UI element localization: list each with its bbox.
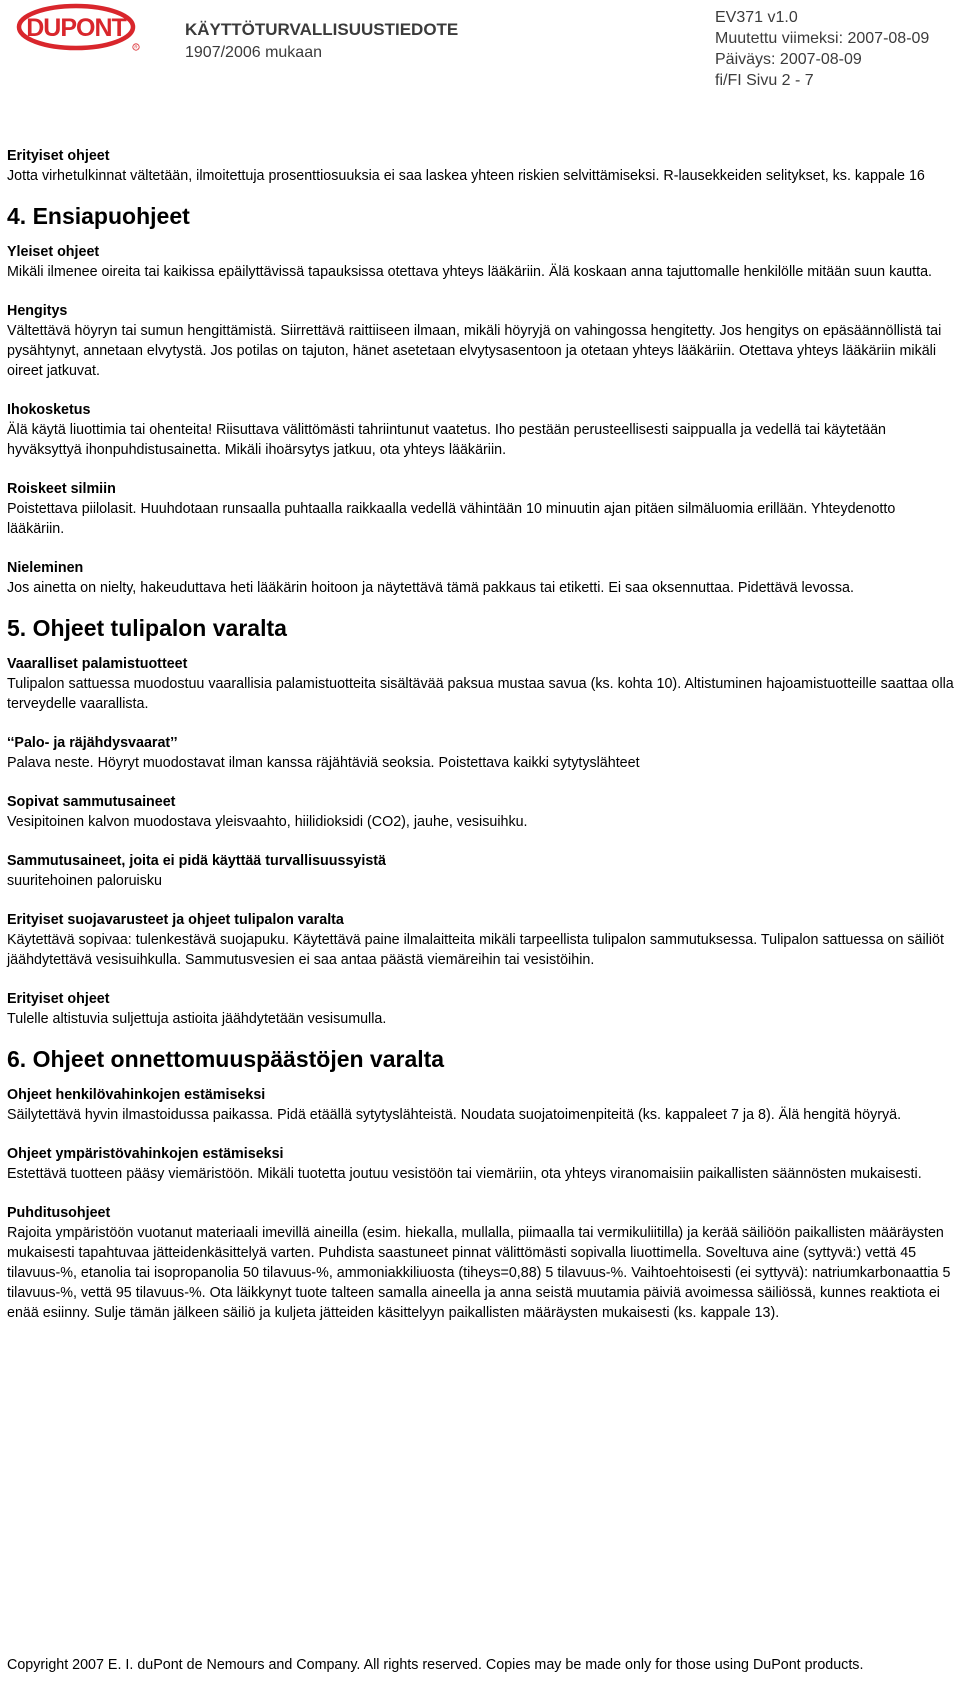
- personal-precautions-text: Säilytettävä hyvin ilmastoidussa paikassa. Pidä etäällä sytytyslähteistä. Noudata suojatoimenpiteitä (ks. kappaleet 7 ja 8). Älä hengitä höyryä.: [7, 1107, 902, 1123]
- fire-hazards-text: Palava neste. Höyryt muodostavat ilman kanssa räjähtäviä seoksia. Poistettava kaikki sytytyslähteet: [7, 755, 640, 771]
- protective-equipment-text: Käytettävä sopivaa: tulenkestävä suojapuku. Käytettävä paine ilmalaitteita mikäli tarpeellista tulipalon sammutuksessa. Tulipalon sattuessa on säiliöt jäähdytettävä vesisuihkulla. Sammutusvesien ei saa antaa päästä viemäreihin tai vesistöihin.: [7, 932, 944, 968]
- cleanup-text: Rajoita ympäristöön vuotanut materiaali imevillä aineilla (esim. hiekalla, mullalla, piimaalla tai vermikuliitilla) ja kerää säiliöön paikallisten määräysten mukaisesti tapahtuvaa jätteidenkäsittelyä varten. Puhdista saastuneet pinnat välittömästi sopivalla liuottimella. Soveltuva aine (syttyvä:) vettä 45 tilavuus-%, etanolia tai isopropanolia 50 tilavuus-%, ammoniakkiliuosta (tiheys=0,88) 5 tilavuus-%. Vaihtoehtoisesti (ei syttyvä): natriumkarbonaattia 5 tilavuus-%, vettä 95 tilavuus-%. Ota läikkynyt tuote talteen samalla aineella ja anna seistä muutamia päiviä avoimessa säiliössä, kunnes reaktiota ei enää esiinny. Sulje tämän jälkeen säiliö ja kuljeta jätteiden käsittelyyn paikallisten määräysten mukaisesti (ks. kappale 13).: [7, 1225, 951, 1321]
- svg-text:R: R: [134, 44, 138, 50]
- issue-date: Päiväys: 2007-08-09: [715, 51, 862, 68]
- section-6-title: 6. Ohjeet onnettomuuspäästöjen varalta: [7, 1046, 445, 1072]
- environmental-precautions-text: Estettävä tuotteen pääsy viemäristöön. Mikäli tuotetta joutuu vesistöön tai viemäriin, ota yhteys viranomaisiin paikallisten säännösten mukaisesti.: [7, 1166, 922, 1182]
- intro-text: Jotta virhetulkinnat vältetään, ilmoitettuja prosenttiosuuksia ei saa laskea yhteen riskien selvittämiseksi. R-lausekkeiden selitykset, ks. kappale 16: [7, 168, 925, 184]
- extinguishing-media-heading: Sopivat sammutusaineet: [7, 794, 176, 810]
- special-instructions-heading: Erityiset ohjeet: [7, 991, 110, 1007]
- hazardous-products-heading: Vaaralliset palamistuotteet: [7, 656, 188, 672]
- fire-hazards-heading: ‘‘Palo- ja räjähdysvaarat’’: [7, 735, 178, 751]
- skin-contact-heading: Ihokosketus: [7, 402, 91, 418]
- section-5-title: 5. Ohjeet tulipalon varalta: [7, 615, 287, 641]
- personal-precautions-heading: Ohjeet henkilövahinkojen estämiseksi: [7, 1087, 266, 1103]
- ingestion-text: Jos ainetta on nielty, hakeuduttava heti lääkärin hoitoon ja näytettävä tämä pakkaus tai etiketti. Ei saa oksennuttaa. Pidettävä levossa.: [7, 580, 854, 596]
- extinguishing-media-text: Vesipitoinen kalvon muodostava yleisvaahto, hiilidioksidi (CO2), jauhe, vesisuihku.: [7, 814, 528, 830]
- document-header: [7, 0, 954, 102]
- eye-contact-text: Poistettava piilolasit. Huuhdotaan runsaalla puhtaalla raikkaalla vedellä vähintään 10 minuutin ajan pitäen silmäluomia erillään. Yhteydenotto lääkäriin.: [7, 501, 896, 537]
- revised-date: Muutettu viimeksi: 2007-08-09: [715, 30, 930, 47]
- skin-contact-text: Älä käytä liuottimia tai ohenteita! Riisuttava välittömästi tahriintunut vaatetus. Iho pestään perusteellisesti saippualla ja vedellä tai käytetään hyväksyttyä ihonpuhdistusainetta. Mikäli ihoärsytys jatkuu, ota yhteys lääkäriin.: [7, 422, 886, 458]
- eye-contact-heading: Roiskeet silmiin: [7, 481, 116, 497]
- document-title: KÄYTTÖTURVALLISUUSTIEDOTE: [185, 20, 459, 39]
- inhalation-heading: Hengitys: [7, 303, 68, 319]
- copyright-footer: Copyright 2007 E. I. duPont de Nemours and Company. All rights reserved. Copies may be made only for those using DuPont products.: [7, 1657, 864, 1673]
- intro-heading: Erityiset ohjeet: [7, 148, 110, 164]
- general-text: Mikäli ilmenee oireita tai kaikissa epäilyttävissä tapauksissa otettava yhteys lääkäriin. Älä koskaan anna tajuttomalle henkilölle mitään suun kautta.: [7, 264, 933, 280]
- cleanup-heading: Puhditusohjeet: [7, 1205, 111, 1221]
- unsuitable-media-heading: Sammutusaineet, joita ei pidä käyttää turvallisuussyistä: [7, 853, 387, 869]
- protective-equipment-heading: Erityiset suojavarusteet ja ohjeet tulipalon varalta: [7, 912, 344, 928]
- svg-text:DUPONT: DUPONT: [26, 14, 126, 42]
- special-instructions-text: Tulelle altistuvia suljettuja astioita jäähdytetään vesisumulla.: [7, 1011, 387, 1027]
- document-meta: [715, 7, 929, 91]
- page-number: fi/FI Sivu 2 - 7: [715, 72, 814, 89]
- dupont-logo: [15, 2, 142, 54]
- ingestion-heading: Nieleminen: [7, 560, 84, 576]
- section-4-title: 4. Ensiapuohjeet: [7, 203, 190, 229]
- document-body: [7, 146, 954, 1323]
- environmental-precautions-heading: Ohjeet ympäristövahinkojen estämiseksi: [7, 1146, 284, 1162]
- hazardous-products-text: Tulipalon sattuessa muodostuu vaarallisia palamistuotteita sisältävää paksua mustaa savua (ks. kohta 10). Altistuminen hajoamistuotteille saattaa olla terveydelle vaarallista.: [7, 676, 954, 712]
- general-heading: Yleiset ohjeet: [7, 244, 100, 260]
- inhalation-text: Vältettävä höyryn tai sumun hengittämistä. Siirrettävä raittiiseen ilmaan, mikäli höyryjä on vahingossa hengitetty. Jos hengitys on epäsäännöllistä tai pysähtynyt, annetaan elvytystä. Jos potilas on tajuton, hänet asetetaan elvytysasentoon ja otetaan yhteys lääkäriin. Otettava yhteys lääkäriin mikäli oireet jatkuvat.: [7, 323, 942, 379]
- unsuitable-media-text: suuritehoinen paloruisku: [7, 873, 162, 889]
- version-label: EV371 v1.0: [715, 9, 798, 26]
- regulation-reference: 1907/2006 mukaan: [185, 44, 322, 61]
